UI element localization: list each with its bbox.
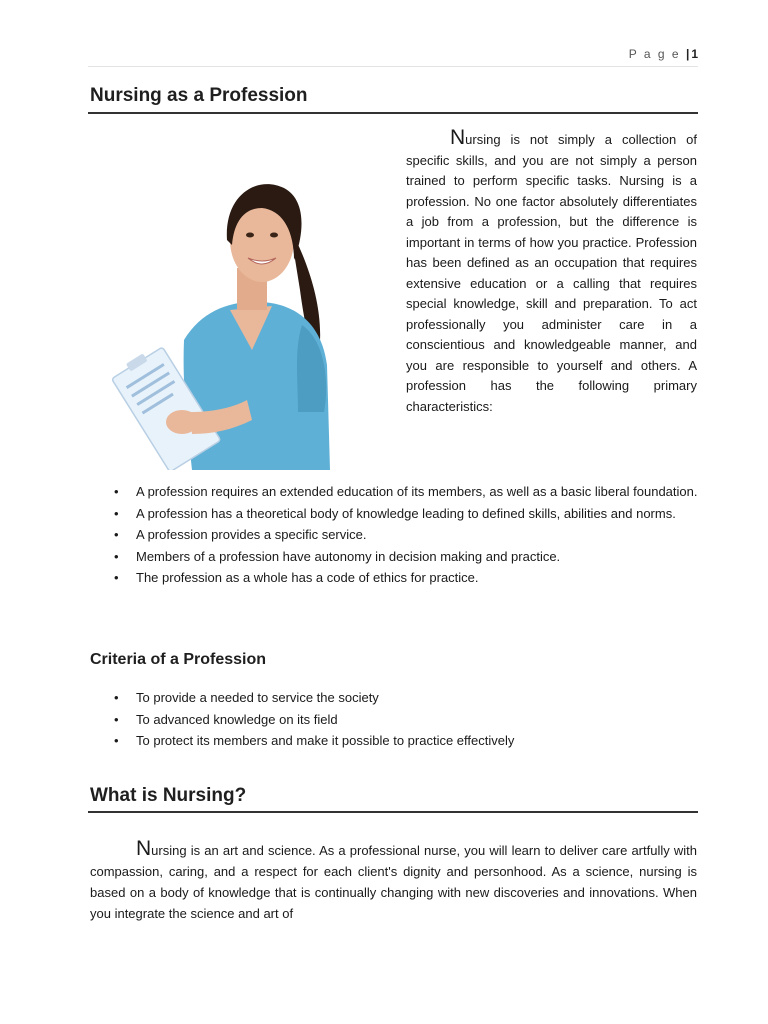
page-label: P a g e	[628, 47, 681, 61]
what-is-nursing-paragraph	[90, 838, 697, 924]
list-item: • A profession provides a specific service.	[110, 525, 698, 546]
list-item: • A profession has a theoretical body of knowledge leading to defined skills, abilities and norms.	[110, 504, 698, 525]
section2-text: ursing is an art and science. As a professional nurse, you will learn to deliver care artfully with compassion, caring, and a respect for each client's dignity and personhood. As a science, nursing is based on a body of knowledge that is continually changing with new discoveries and innovations. When you integrate the science and art of	[90, 843, 697, 921]
section-title-nursing-profession: Nursing as a Profession	[90, 85, 308, 106]
list-item: • To advanced knowledge on its field	[110, 710, 698, 731]
list-item: • Members of a profession have autonomy in decision making and practice.	[110, 547, 698, 568]
list-item: • The profession as a whole has a code of ethics for practice.	[110, 568, 698, 589]
list-item: • To protect its members and make it possible to practice effectively	[110, 731, 698, 752]
section-title-underline	[88, 811, 698, 813]
section-title-underline	[88, 112, 698, 114]
page-separator: |	[685, 47, 692, 61]
criteria-title: Criteria of a Profession	[90, 651, 267, 668]
characteristics-list	[110, 482, 698, 590]
page-number-header	[629, 47, 698, 61]
criteria-list	[110, 688, 698, 753]
header-divider	[88, 66, 698, 67]
intro-text: ursing is not simply a collection of specific skills, and you are not simply a person trained to perform specific tasks. Nursing is a profession. No one factor absolutely differentiates a job from a profession, but the difference is important in terms of how you practice. Profession has been defined as an occupation that requires extensive education or a calling that requires special knowledge, skill and preparation. To act professionally you administer care in a conscientious and knowledgeable manner, and you are responsible to yourself and others. A profession has the following primary characteristics:	[406, 132, 697, 414]
intro-paragraph	[406, 128, 697, 417]
list-item: • To provide a needed to service the society	[110, 688, 698, 709]
nurse-photo	[112, 150, 352, 470]
list-item: • A profession requires an extended education of its members, as well as a basic liberal foundation.	[110, 482, 698, 503]
intro-drop-cap: N	[450, 126, 466, 149]
page-number: 1	[691, 47, 698, 61]
section2-drop-cap: N	[136, 837, 152, 860]
section-title-what-is-nursing: What is Nursing?	[90, 785, 247, 806]
